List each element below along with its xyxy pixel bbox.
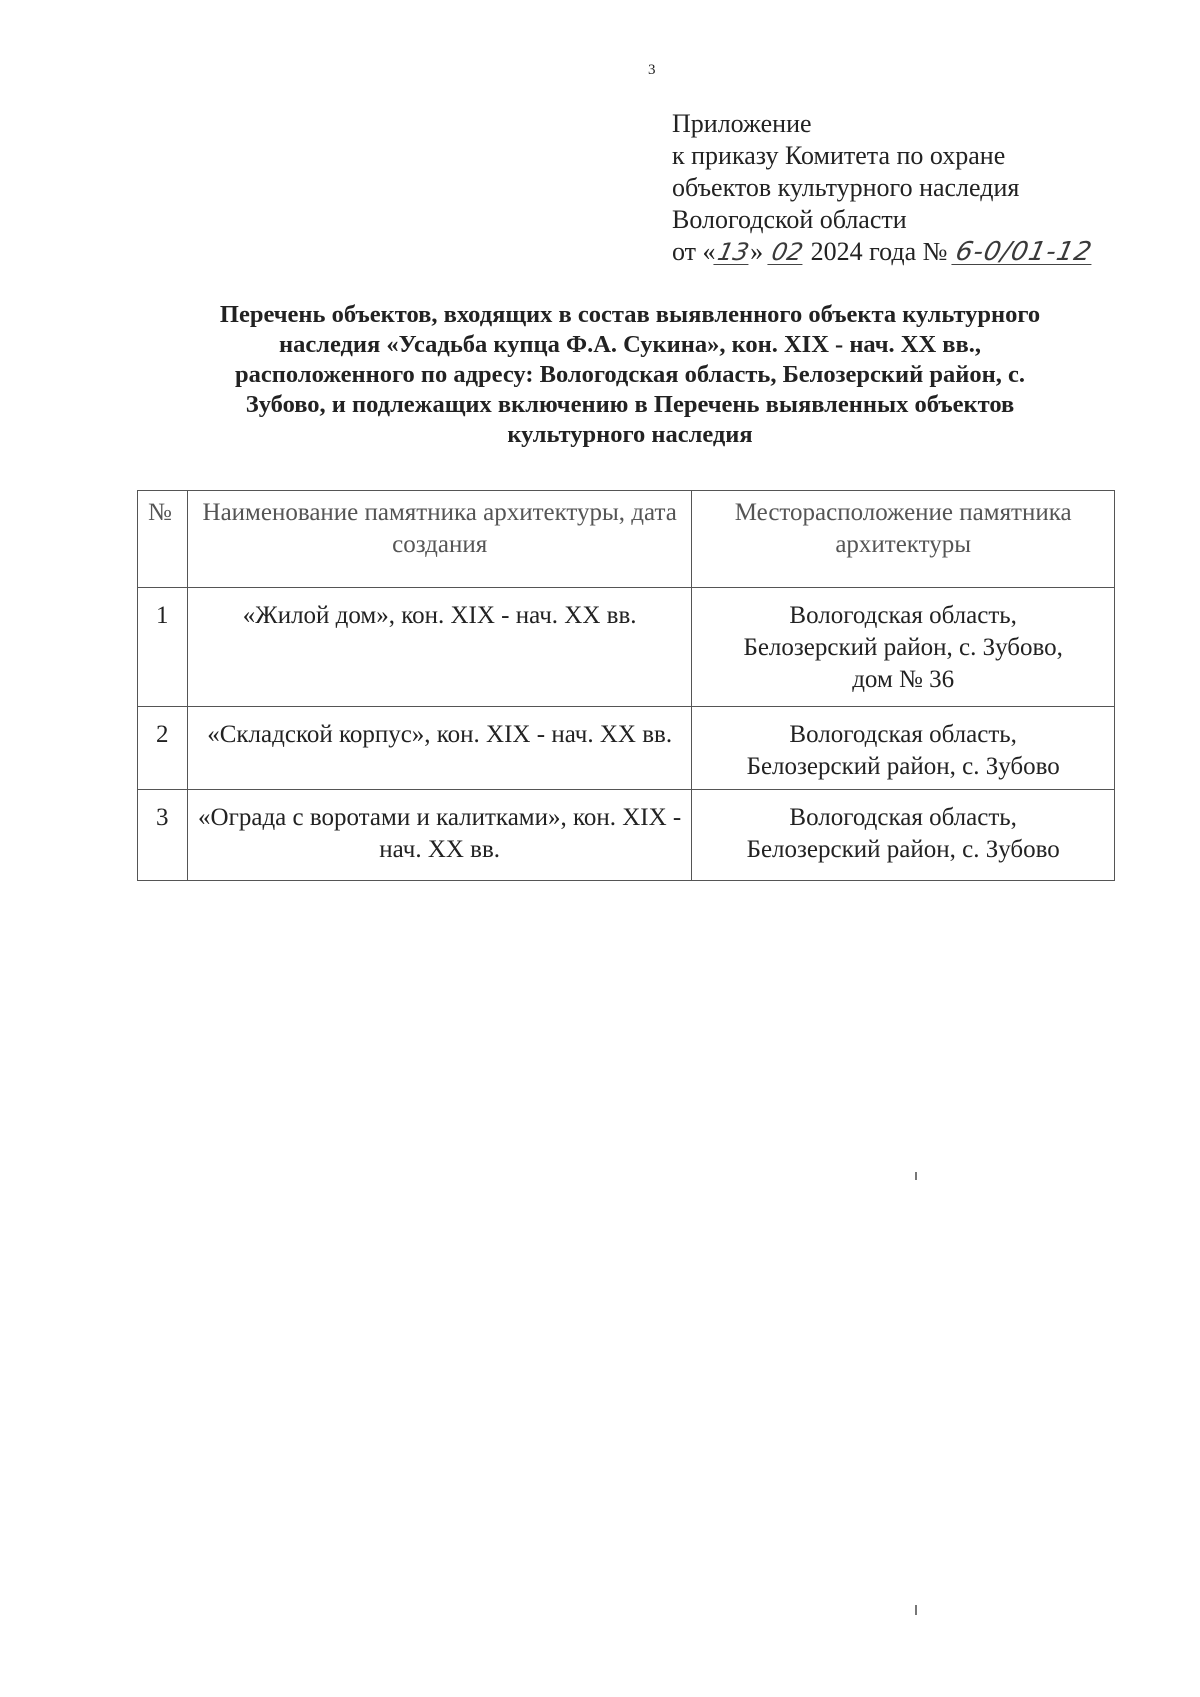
scan-speck <box>915 1605 917 1615</box>
location-line: Вологодская область, <box>789 602 1017 629</box>
location-line: Белозерский район, с. Зубово <box>746 753 1060 780</box>
handwritten-month: 02 <box>768 238 806 266</box>
appendix-line-3: объектов культурного наследия <box>672 173 1020 202</box>
location-line: Вологодская область, <box>789 721 1017 748</box>
handwritten-order-number: 6-0/01-12 <box>952 237 1096 267</box>
row-name: «Жилой дом», кон. XIX - нач. XX вв. <box>187 588 691 707</box>
row-number: 3 <box>138 790 188 881</box>
table-header-row <box>138 491 1115 588</box>
appendix-line-2: к приказу Комитета по охране <box>672 141 1006 170</box>
table-row <box>138 707 1115 790</box>
table-row <box>138 790 1115 881</box>
title-line-2: наследия «Усадьба купца Ф.А. Сукина», кон. XIX - нач. XX вв., <box>279 331 981 358</box>
row-name: «Ограда с воротами и калитками», кон. XIX - нач. XX вв. <box>187 790 691 881</box>
document-title <box>140 300 1120 450</box>
monuments-table <box>137 490 1115 881</box>
header-number: № <box>138 491 188 588</box>
handwritten-day: 13 <box>714 238 752 266</box>
appendix-line-4: Вологодской области <box>672 205 907 234</box>
date-year-text: 2024 года № <box>810 237 948 266</box>
date-close-quote: » <box>750 237 764 266</box>
appendix-line-1: Приложение <box>672 109 812 138</box>
row-location <box>692 790 1115 881</box>
location-line: Белозерский район, с. Зубово <box>746 836 1060 863</box>
page-number: 3 <box>648 62 656 78</box>
title-line-4: Зубово, и подлежащих включению в Перечень выявленных объектов <box>245 391 1015 418</box>
row-location <box>692 588 1115 707</box>
appendix-block <box>672 108 1094 268</box>
appendix-date-line <box>672 236 1094 268</box>
scan-speck <box>915 1172 917 1180</box>
location-line: Белозерский район, с. Зубово, <box>743 634 1063 661</box>
title-line-3: расположенного по адресу: Вологодская область, Белозерский район, с. <box>235 361 1025 388</box>
row-location <box>692 707 1115 790</box>
row-name: «Складской корпус», кон. XIX - нач. XX вв. <box>187 707 691 790</box>
date-prefix: от « <box>672 237 716 266</box>
header-location: Месторасположение памятника архитектуры <box>692 491 1115 588</box>
row-number: 2 <box>138 707 188 790</box>
title-line-1: Перечень объектов, входящих в состав выявленного объекта культурного <box>219 301 1041 328</box>
table-row <box>138 588 1115 707</box>
title-line-5: культурного наследия <box>507 421 753 448</box>
header-name: Наименование памятника архитектуры, дата создания <box>187 491 691 588</box>
location-line: Вологодская область, <box>789 804 1017 831</box>
location-line: дом № 36 <box>852 666 955 693</box>
row-number: 1 <box>138 588 188 707</box>
